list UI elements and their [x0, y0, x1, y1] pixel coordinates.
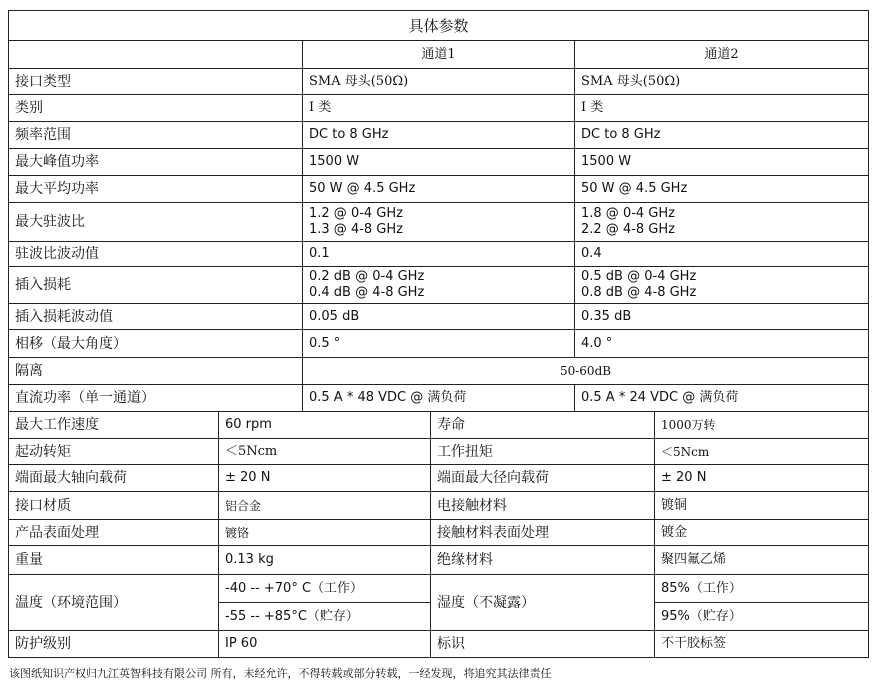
row-label: 最大平均功率 [9, 176, 303, 203]
dc-power-ch1: 0.5 A * 48 VDC @ 满负荷 [303, 385, 575, 412]
ch1-value: 0.5 ° [303, 330, 575, 358]
spec-label: 接口材质 [9, 492, 219, 520]
spec-label: 端面最大轴向载荷 [9, 465, 219, 492]
temperature-label: 温度（环境范围） [9, 575, 219, 631]
spec-label: 产品表面处理 [9, 520, 219, 546]
marking-value: 不干胶标签 [655, 631, 869, 658]
spec-label: 工作扭矩 [431, 439, 655, 465]
spec-value: ± 20 N [655, 465, 869, 492]
ch2-line: 1.8 @ 0-4 GHz [581, 206, 675, 221]
ch2-line: 0.8 dB @ 4-8 GHz [581, 285, 697, 300]
ch2-value: SMA 母头(50Ω) [575, 69, 869, 95]
temperature-work: -40 -- +70° C（工作） [219, 575, 431, 603]
spec-value: 0.13 kg [219, 546, 431, 575]
ch2-value: 0.35 dB [575, 304, 869, 330]
spec-value: 镀金 [655, 520, 869, 546]
row-label: 接口类型 [9, 69, 303, 95]
ch1-value: 0.05 dB [303, 304, 575, 330]
ch2-value: 50 W @ 4.5 GHz [575, 176, 869, 203]
spec-value: 聚四氟乙烯 [655, 546, 869, 575]
spec-label: 电接触材料 [431, 492, 655, 520]
row-label: 插入损耗 [9, 267, 303, 304]
header-blank-cell [9, 41, 303, 69]
spec-label: 端面最大径向载荷 [431, 465, 655, 492]
spec-label: 绝缘材料 [431, 546, 655, 575]
spec-label: 起动转矩 [9, 439, 219, 465]
row-label: 类别 [9, 95, 303, 122]
spec-value: 60 rpm [219, 412, 431, 439]
row-label: 频率范围 [9, 122, 303, 149]
spec-value: ＜5Ncm [219, 439, 431, 465]
channel-2-header: 通道2 [575, 41, 869, 69]
ch1-line: 1.2 @ 0-4 GHz [309, 206, 403, 221]
dc-power-label: 直流功率（单一通道） [9, 385, 303, 412]
ch1-value-multiline [303, 203, 575, 242]
params-table-channels [8, 10, 869, 412]
humidity-work: 85%（工作） [655, 575, 869, 603]
spec-label: 最大工作速度 [9, 412, 219, 439]
spec-value: ＜5Ncm [655, 439, 869, 465]
spec-label: 寿命 [431, 412, 655, 439]
isolation-label: 隔离 [9, 358, 303, 385]
ch1-value: SMA 母头(50Ω) [303, 69, 575, 95]
humidity-label: 湿度（不凝露） [431, 575, 655, 631]
spec-label: 接触材料表面处理 [431, 520, 655, 546]
ch1-value: 50 W @ 4.5 GHz [303, 176, 575, 203]
row-label: 驻波比波动值 [9, 242, 303, 267]
temperature-storage: -55 -- +85°C（贮存） [219, 603, 431, 631]
row-label: 最大驻波比 [9, 203, 303, 242]
ch2-value: 0.4 [575, 242, 869, 267]
ch2-value: I 类 [575, 95, 869, 122]
channel-1-header: 通道1 [303, 41, 575, 69]
dc-power-ch2: 0.5 A * 24 VDC @ 满负荷 [575, 385, 869, 412]
ch1-value: I 类 [303, 95, 575, 122]
ch1-value: 0.1 [303, 242, 575, 267]
table-title: 具体参数 [9, 11, 869, 41]
protection-label: 防护级别 [9, 631, 219, 658]
params-table-mechanical [8, 411, 869, 658]
spec-value: 铝合金 [219, 492, 431, 520]
ch1-value: 1500 W [303, 149, 575, 176]
copyright-footer: 该图纸知识产权归九江英智科技有限公司 所有，未经允许，不得转载或部分转载，一经发现，将追究其法律责任 [9, 667, 552, 680]
ch1-value: DC to 8 GHz [303, 122, 575, 149]
row-label: 插入损耗波动值 [9, 304, 303, 330]
ch2-value-multiline [575, 203, 869, 242]
isolation-value: 50-60dB [303, 358, 869, 385]
ch1-line: 0.2 dB @ 0-4 GHz [309, 269, 425, 284]
humidity-storage: 95%（贮存） [655, 603, 869, 631]
ch2-value-multiline [575, 267, 869, 304]
protection-value: IP 60 [219, 631, 431, 658]
ch1-line: 0.4 dB @ 4-8 GHz [309, 285, 425, 300]
ch2-value: DC to 8 GHz [575, 122, 869, 149]
ch2-value: 1500 W [575, 149, 869, 176]
ch2-line: 0.5 dB @ 0-4 GHz [581, 269, 697, 284]
spec-value: 1000万转 [655, 412, 869, 439]
ch1-value-multiline [303, 267, 575, 304]
spec-value: 镀铜 [655, 492, 869, 520]
ch2-line: 2.2 @ 4-8 GHz [581, 222, 675, 237]
spec-label: 重量 [9, 546, 219, 575]
row-label: 相移（最大角度） [9, 330, 303, 358]
ch1-line: 1.3 @ 4-8 GHz [309, 222, 403, 237]
spec-value: 镀铬 [219, 520, 431, 546]
row-label: 最大峰值功率 [9, 149, 303, 176]
spec-value: ± 20 N [219, 465, 431, 492]
ch2-value: 4.0 ° [575, 330, 869, 358]
marking-label: 标识 [431, 631, 655, 658]
